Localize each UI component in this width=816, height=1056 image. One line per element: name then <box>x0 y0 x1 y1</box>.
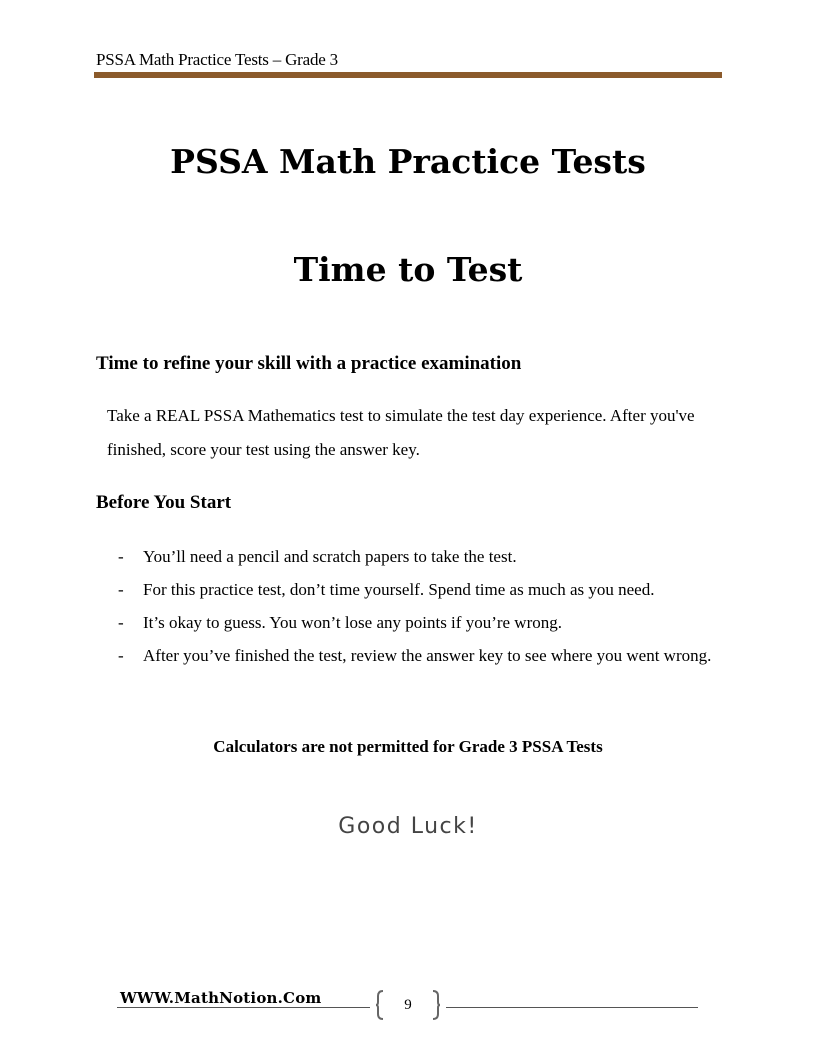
list-item-text: You’ll need a pencil and scratch papers to take the test. <box>143 547 517 566</box>
calculator-note: Calculators are not permitted for Grade 3 PSSA Tests <box>213 737 603 756</box>
good-luck-text: Good Luck! <box>338 814 478 839</box>
list-item <box>118 606 738 639</box>
bullet-dash: - <box>118 580 124 599</box>
list-item <box>118 573 738 606</box>
instructions-list <box>118 540 738 672</box>
list-item-text: For this practice test, don’t time yourself. Spend time as much as you need. <box>143 580 655 599</box>
list-item-text: After you’ve finished the test, review the answer key to see where you went wrong. <box>143 646 712 665</box>
running-header: PSSA Math Practice Tests – Grade 3 <box>96 50 338 69</box>
list-item <box>118 639 738 672</box>
right-bracket-icon <box>432 990 440 1020</box>
list-item-text: It’s okay to guess. You won’t lose any points if you’re wrong. <box>143 613 562 632</box>
list-item <box>118 540 738 573</box>
header-rule <box>94 72 722 78</box>
section-heading-practice: Time to refine your skill with a practice examination <box>96 353 522 374</box>
page-number: 9 <box>404 997 412 1013</box>
page-subtitle: Time to Test <box>293 250 523 289</box>
intro-paragraph: Take a REAL PSSA Mathematics test to simulate the test day experience. After you've finished, score your test using the answer key. <box>107 406 695 459</box>
bullet-dash: - <box>118 646 124 665</box>
page-title: PSSA Math Practice Tests <box>170 142 646 181</box>
section-heading-before-you-start: Before You Start <box>96 492 232 513</box>
footer-rule-right <box>446 1007 698 1008</box>
footer-rule-left <box>117 1007 370 1008</box>
bullet-dash: - <box>118 547 124 566</box>
footer-website: WWW.MathNotion.Com <box>120 989 322 1007</box>
bullet-dash: - <box>118 613 124 632</box>
